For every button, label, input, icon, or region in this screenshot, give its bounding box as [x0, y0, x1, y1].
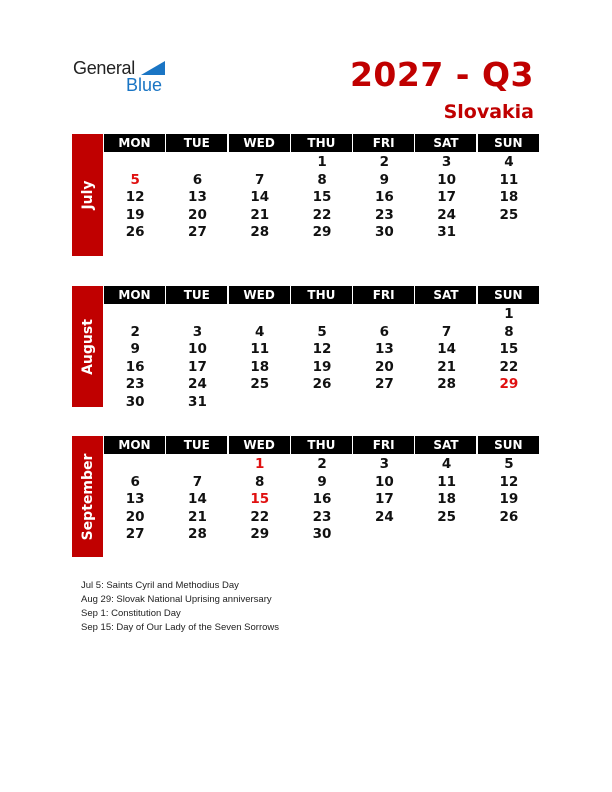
- date-cell: 5: [317, 323, 327, 340]
- weekday-header: [104, 134, 540, 152]
- date-cell: 24: [374, 508, 394, 525]
- date-cell: 16: [312, 491, 332, 507]
- date-cell: 26: [125, 224, 145, 240]
- week-row: [104, 172, 540, 190]
- date-cell: 30: [374, 224, 394, 240]
- weekday-label: SAT: [415, 286, 476, 304]
- date-cell: 31: [188, 393, 207, 410]
- date-cell: 26: [499, 508, 519, 525]
- date-cell: 2: [379, 154, 390, 170]
- date-cell: 19: [499, 491, 519, 507]
- logo-text-general: General: [73, 58, 135, 78]
- date-cell: 6: [379, 323, 390, 340]
- date-cell: 22: [250, 508, 270, 525]
- date-cell: 7: [192, 473, 203, 490]
- holiday-date-cell: 1: [255, 456, 265, 472]
- week-row: [104, 224, 540, 242]
- date-cell: 1: [317, 154, 327, 170]
- date-cell: 7: [255, 171, 265, 188]
- holiday-note: Sep 1: Constitution Day: [81, 608, 181, 619]
- weekday-label: WED: [229, 286, 290, 304]
- date-cell: 23: [125, 376, 145, 392]
- date-cell: [353, 394, 415, 412]
- date-cell: 4: [441, 456, 452, 472]
- date-cell: [104, 456, 166, 474]
- date-cell: 10: [374, 473, 394, 490]
- holiday-date-cell: 5: [130, 171, 140, 188]
- date-cell: 9: [317, 473, 327, 490]
- date-cell: [166, 154, 228, 172]
- date-cell: 24: [437, 206, 457, 223]
- date-cell: 29: [312, 224, 332, 240]
- date-cell: [229, 394, 291, 412]
- date-cell: 10: [188, 341, 207, 357]
- date-cell: 27: [188, 224, 207, 240]
- date-cell: 8: [317, 171, 327, 188]
- date-cell: [478, 224, 540, 242]
- week-row: [104, 306, 540, 324]
- date-cell: 29: [250, 526, 270, 542]
- month-sidebar: [72, 134, 103, 256]
- date-cell: [229, 154, 291, 172]
- date-cell: 14: [437, 341, 457, 357]
- date-cell: 22: [312, 206, 332, 223]
- weekday-label: SAT: [415, 134, 476, 152]
- date-cell: 12: [312, 341, 332, 357]
- holiday-note: Jul 5: Saints Cyril and Methodius Day: [81, 580, 239, 591]
- week-row: [104, 207, 540, 225]
- date-cell: [415, 306, 477, 324]
- date-cell: [166, 306, 228, 324]
- weekday-label: SUN: [478, 134, 539, 152]
- date-cell: 28: [188, 526, 207, 542]
- date-cell: 15: [312, 189, 332, 205]
- weekday-label: SUN: [478, 286, 539, 304]
- date-cell: 25: [250, 376, 270, 392]
- date-cell: 20: [188, 206, 207, 223]
- date-cell: 18: [437, 491, 457, 507]
- date-cell: 20: [374, 358, 394, 375]
- week-row: [104, 394, 540, 412]
- date-cell: 1: [504, 306, 514, 322]
- date-cell: 9: [130, 341, 140, 357]
- date-cell: 25: [437, 508, 457, 525]
- date-cell: 8: [255, 473, 265, 490]
- date-cell: 4: [255, 323, 265, 340]
- date-cell: 23: [374, 206, 394, 223]
- date-cell: 21: [250, 206, 270, 223]
- date-cell: 13: [125, 491, 145, 507]
- date-cell: 21: [437, 358, 457, 375]
- date-cell: 2: [130, 323, 140, 340]
- week-row: [104, 341, 540, 359]
- date-cell: 6: [130, 473, 140, 490]
- week-row: [104, 359, 540, 377]
- week-row: [104, 474, 540, 492]
- date-cell: 15: [499, 341, 519, 357]
- date-cell: 21: [188, 508, 207, 525]
- weekday-header: [104, 286, 540, 304]
- weekday-label: THU: [291, 134, 352, 152]
- weekday-label: SUN: [478, 436, 539, 454]
- weekday-label: THU: [291, 436, 352, 454]
- weekday-label: FRI: [353, 286, 414, 304]
- date-cell: 3: [379, 456, 390, 472]
- date-cell: 17: [374, 491, 394, 507]
- date-cell: [104, 154, 166, 172]
- month-sidebar: [72, 286, 103, 407]
- page-title: 2027 - Q3: [349, 55, 534, 94]
- date-cell: 16: [374, 189, 394, 205]
- weekday-label: FRI: [353, 134, 414, 152]
- date-cell: 14: [250, 189, 270, 205]
- date-cell: 27: [125, 526, 145, 542]
- week-row: [104, 376, 540, 394]
- weekday-label: SAT: [415, 436, 476, 454]
- month-sidebar: [72, 436, 103, 557]
- date-cell: 19: [125, 206, 145, 223]
- weekday-label: MON: [104, 436, 165, 454]
- weekday-label: TUE: [166, 436, 227, 454]
- month-name: July: [79, 180, 96, 210]
- week-row: [104, 189, 540, 207]
- weekday-label: THU: [291, 286, 352, 304]
- date-cell: [166, 456, 228, 474]
- date-cell: 3: [441, 154, 452, 170]
- date-cell: 17: [188, 358, 207, 375]
- date-cell: 11: [437, 473, 457, 490]
- date-cell: [478, 394, 540, 412]
- date-cell: 6: [192, 171, 203, 188]
- date-cell: 11: [250, 341, 270, 357]
- week-row: [104, 154, 540, 172]
- week-row: [104, 324, 540, 342]
- date-cell: 20: [125, 508, 145, 525]
- weekday-label: TUE: [166, 286, 227, 304]
- date-cell: [415, 526, 477, 544]
- date-cell: 18: [499, 189, 519, 205]
- date-cell: 12: [125, 189, 145, 205]
- date-cell: 25: [499, 206, 519, 223]
- week-row: [104, 526, 540, 544]
- weekday-label: TUE: [166, 134, 227, 152]
- week-row: [104, 456, 540, 474]
- date-cell: 13: [374, 341, 394, 357]
- weekday-header: [104, 436, 540, 454]
- date-cell: 9: [379, 171, 390, 188]
- date-cell: 18: [250, 358, 270, 375]
- date-cell: 22: [499, 358, 519, 375]
- holiday-notes: [81, 579, 279, 635]
- weekday-label: FRI: [353, 436, 414, 454]
- date-cell: 30: [125, 393, 145, 410]
- date-cell: 27: [374, 376, 394, 392]
- logo-triangle-icon: [141, 61, 165, 75]
- holiday-date-cell: 29: [499, 376, 519, 392]
- holiday-note: Sep 15: Day of Our Lady of the Seven Sorrows: [81, 622, 280, 633]
- date-cell: 2: [317, 456, 327, 472]
- date-cell: 28: [250, 224, 270, 240]
- date-cell: [229, 306, 291, 324]
- weekday-label: MON: [104, 134, 165, 152]
- date-cell: 24: [188, 376, 207, 392]
- date-cell: 8: [504, 323, 514, 340]
- date-grid: [104, 306, 540, 411]
- holiday-date-cell: 15: [250, 491, 270, 507]
- date-cell: 23: [312, 508, 332, 525]
- date-cell: 17: [437, 189, 457, 205]
- date-cell: 11: [499, 171, 519, 188]
- date-cell: [353, 306, 415, 324]
- country-name: Slovakia: [443, 101, 534, 123]
- date-cell: [291, 306, 353, 324]
- date-cell: [353, 526, 415, 544]
- weekday-label: WED: [229, 134, 290, 152]
- holiday-note: Aug 29: Slovak National Uprising anniversary: [81, 594, 272, 605]
- date-cell: [104, 306, 166, 324]
- date-cell: 13: [188, 189, 207, 205]
- date-cell: 12: [499, 473, 519, 490]
- logo-text-blue: Blue: [126, 75, 163, 95]
- date-cell: 28: [437, 376, 457, 392]
- date-cell: 16: [125, 358, 145, 375]
- generalblue-logo: [73, 58, 173, 98]
- date-cell: 4: [504, 154, 514, 170]
- week-row: [104, 509, 540, 527]
- date-cell: [415, 394, 477, 412]
- month-name: September: [79, 453, 96, 540]
- date-grid: [104, 154, 540, 242]
- date-cell: 31: [437, 224, 457, 240]
- week-row: [104, 491, 540, 509]
- date-cell: 14: [188, 491, 207, 507]
- weekday-label: WED: [229, 436, 290, 454]
- date-grid: [104, 456, 540, 544]
- date-cell: 19: [312, 358, 332, 375]
- date-cell: 30: [312, 526, 332, 542]
- date-cell: 7: [441, 323, 452, 340]
- date-cell: 5: [504, 456, 514, 472]
- date-cell: 3: [192, 323, 203, 340]
- date-cell: 26: [312, 376, 332, 392]
- date-cell: 10: [437, 171, 457, 188]
- date-cell: [478, 526, 540, 544]
- weekday-label: MON: [104, 286, 165, 304]
- date-cell: [291, 394, 353, 412]
- month-name: August: [79, 318, 96, 375]
